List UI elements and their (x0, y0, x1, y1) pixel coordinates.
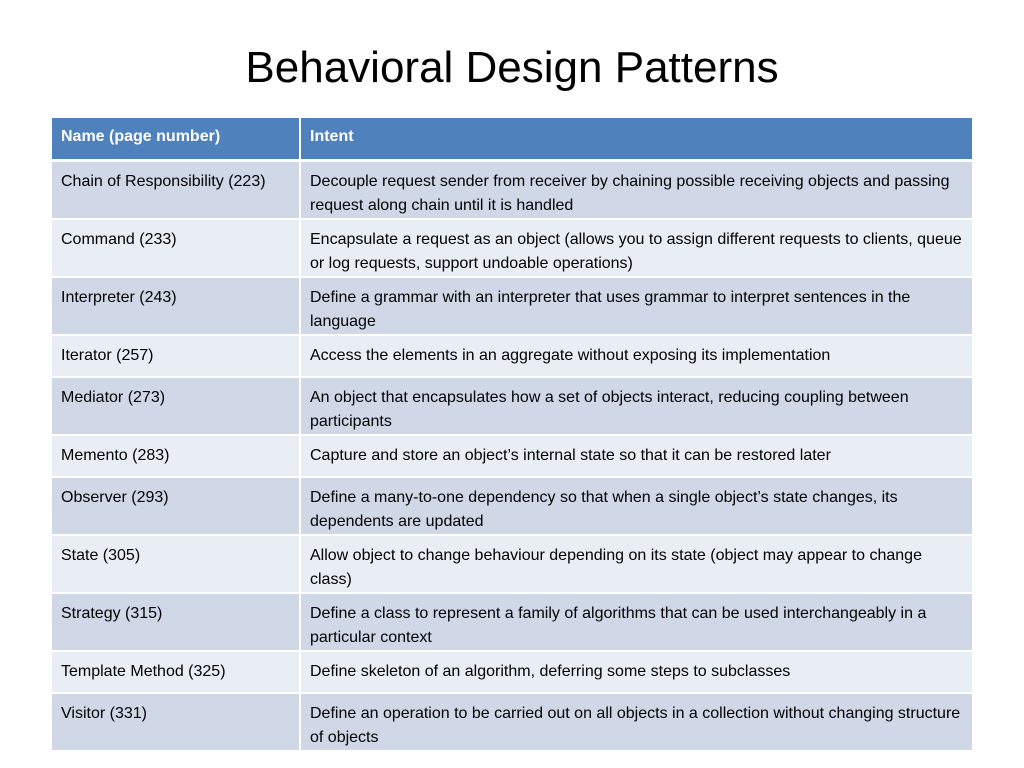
pattern-name: Chain of Responsibility (223) (52, 160, 300, 219)
pattern-intent: Define an operation to be carried out on all objects in a collection without changing structure of objects (300, 693, 972, 751)
table-row (52, 651, 972, 693)
table-row (52, 335, 972, 377)
table-row (52, 477, 972, 535)
table-row (52, 693, 972, 751)
table-row (52, 435, 972, 477)
pattern-intent: An object that encapsulates how a set of objects interact, reducing coupling between participants (300, 377, 972, 435)
table-row (52, 535, 972, 593)
header-intent: Intent (300, 118, 972, 160)
pattern-intent: Allow object to change behaviour depending on its state (object may appear to change class) (300, 535, 972, 593)
pattern-intent: Define a grammar with an interpreter that uses grammar to interpret sentences in the language (300, 277, 972, 335)
table-row (52, 593, 972, 651)
pattern-intent: Capture and store an object’s internal state so that it can be restored later (300, 435, 972, 477)
pattern-name: Command (233) (52, 219, 300, 277)
table-row (52, 160, 972, 219)
pattern-intent: Access the elements in an aggregate without exposing its implementation (300, 335, 972, 377)
pattern-name: Iterator (257) (52, 335, 300, 377)
pattern-name: Strategy (315) (52, 593, 300, 651)
pattern-intent: Define a class to represent a family of algorithms that can be used interchangeably in a particular context (300, 593, 972, 651)
pattern-name: Observer (293) (52, 477, 300, 535)
table-row (52, 219, 972, 277)
pattern-name: Mediator (273) (52, 377, 300, 435)
pattern-intent: Define skeleton of an algorithm, deferring some steps to subclasses (300, 651, 972, 693)
table-row (52, 377, 972, 435)
table-row (52, 277, 972, 335)
pattern-intent: Encapsulate a request as an object (allows you to assign different requests to clients, queue or log requests, support undoable operations) (300, 219, 972, 277)
pattern-name: Template Method (325) (52, 651, 300, 693)
header-name: Name (page number) (52, 118, 300, 160)
pattern-intent: Define a many-to-one dependency so that when a single object’s state changes, its dependents are updated (300, 477, 972, 535)
pattern-name: State (305) (52, 535, 300, 593)
patterns-table (52, 118, 972, 752)
pattern-intent: Decouple request sender from receiver by chaining possible receiving objects and passing request along chain until it is handled (300, 160, 972, 219)
pattern-name: Interpreter (243) (52, 277, 300, 335)
pattern-name: Memento (283) (52, 435, 300, 477)
slide-title: Behavioral Design Patterns (245, 43, 779, 92)
table-header-row (52, 118, 972, 160)
pattern-name: Visitor (331) (52, 693, 300, 751)
